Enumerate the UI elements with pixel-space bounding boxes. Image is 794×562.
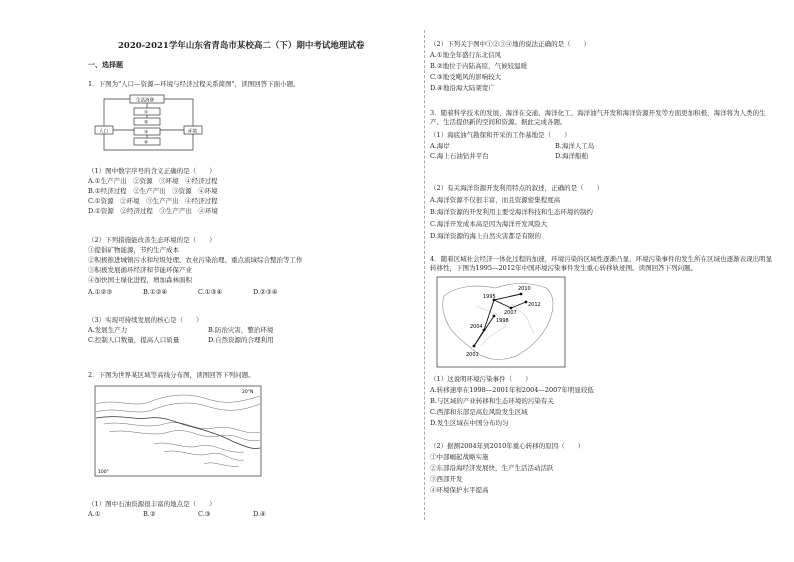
page-title: 2020-2021学年山东省青岛市某校高二（下）期中考试地理试卷 (118, 41, 365, 51)
q3-sub1-options (430, 142, 770, 162)
q3-sub1-option-a: A.海岸 (430, 142, 450, 150)
q4-sub1-option-a: A.转移速率在1998—2001年和2004—2007年明显较低 (430, 386, 594, 394)
q2-stem: 2．下图为世界某区域等高线分布图，读图回答下列问题。 (88, 371, 255, 379)
q1-sub2-stem: （2）下列措施能改善生态环境的是（ ） (88, 236, 216, 244)
q3-sub2-option-b: B.海洋资源的开发利用主要受海洋科技和生态环境的制约 (430, 208, 593, 216)
q2-sub2-option-a: A.①地全年盛行东北信风 (430, 51, 502, 59)
diagram-node-1: ① (144, 110, 149, 116)
year-1998: 1998 (496, 318, 509, 324)
q4-stem: 4．随着区域社会经济一体化过程的加速，环境污染的区域性逐渐凸显，环境污染事件的发生所在区域也逐渐表现出明显转移性，下图为1995—2012年中国环境污染事件发生重心转移轨迹图。读图回答下列问题。 (430, 255, 773, 272)
q1-stem: 1．下图为"人口—资源—环境与经济过程关系简图"，读图回答下面小题。 (88, 80, 300, 88)
diagram-right-label: 环境 (188, 129, 197, 135)
q1-sub2-option-c: C.①③④ (198, 288, 223, 296)
year-1995: 1995 (483, 294, 496, 300)
q2-sub1-stem: （1）图中石油资源很丰富的地点是（ ） (88, 500, 216, 508)
q1-sub3-option-c: C.控制人口数量，提高人口质量 (88, 336, 180, 344)
q4-trajectory-map (436, 276, 566, 368)
q3-sub2-option-a: A.海洋资源不仅很丰富，而且资源密集程度高 (430, 196, 561, 204)
q3-sub1-stem: （1）海底油气勘探和开采的工作基地是（ ） (430, 131, 571, 139)
q2-sub1-option-a: A.① (88, 510, 101, 518)
q2-sub2-stem: （2）下列关于图中①②③④地的说法正确的是（ ） (430, 40, 591, 48)
q1-sub3-option-b: B.防治灾害，整治环境 (208, 326, 274, 334)
year-2010: 2010 (518, 286, 531, 292)
q4-sub1-stem: （1）这说明环境污染事件（ ） (430, 375, 532, 383)
q1-sub2-item-2: ②积极推进城镇污水和垃圾处理、农业污染治理、重点流域综合整治等工作 (88, 256, 303, 264)
map-lat-label: 20°N (242, 390, 254, 395)
q1-sub1-option-c: C.①资源 ②环境 ③生产产出 ④经济过程 (88, 197, 218, 205)
q1-sub1-stem: （1）图中数字序号的含义正确的是（ ） (88, 167, 216, 175)
q4-sub2-item-2: ②东部沿海经济发展快，生产生活活动活跃 (430, 464, 554, 472)
q3-sub2-option-d: D.海洋资源的海上自然灾害都是有限的 (430, 232, 542, 240)
q4-sub1-option-b: B.与区域的产业转移和生态环境的污染有关 (430, 397, 554, 405)
q1-sub3-options (88, 326, 418, 346)
year-2004: 2004 (470, 324, 483, 330)
q2-sub2-option-d: D.④地沿海大陆架宽广 (430, 84, 495, 92)
q1-sub2-item-4: ④加快国土绿化进程，增加森林面积 (88, 276, 192, 284)
column-divider (424, 30, 425, 520)
year-2001: 2001 (466, 352, 479, 358)
q1-sub2-option-d: D.②③④ (253, 288, 278, 296)
q1-sub1-option-b: B.①经济过程 ②生产产出 ③资源 ④环境 (88, 187, 218, 195)
diagram-top-label: 生活消费 (136, 98, 154, 104)
q2-sub2-option-b: B.②地位于内陆高原，气候较温暖 (430, 62, 528, 70)
diagram-node-3: ③ (144, 130, 149, 136)
q4-sub1-option-c: C.西部和东部是高危风险发生区域 (430, 408, 528, 416)
diagram-node-4: ④ (144, 140, 149, 146)
q3-sub1-option-c: C.海上石油钻井平台 (430, 152, 489, 160)
diagram-left-label: 人口 (99, 129, 108, 135)
q1-sub1-option-a: A.①生产产出 ②资源 ③环境 ④经济过程 (88, 177, 218, 185)
q4-sub2-item-1: ①中部崛起战略实施 (430, 453, 489, 461)
q4-sub1-option-d: D.发生区域在中国分布均匀 (430, 419, 509, 427)
q1-sub2-option-b: B.①②④ (143, 288, 168, 296)
year-2012: 2012 (528, 302, 541, 308)
q1-sub2-option-a: A.①②③ (88, 288, 113, 296)
q2-sub1-option-c: C.③ (198, 510, 211, 518)
q1-sub3-option-a: A.发展生产力 (88, 326, 128, 334)
q1-sub3-stem: （3）实现可持续发展的核心是（ ） (88, 316, 203, 324)
section-heading: 一、选择题 (88, 60, 123, 69)
q3-sub1-option-b: B.海洋人工岛 (555, 142, 595, 150)
year-2007: 2007 (504, 310, 517, 316)
q3-sub2-stem: （2）有关海洋资源开发利用特点的叙述，正确的是（ ） (430, 184, 604, 192)
q2-sub1-option-b: B.② (143, 510, 156, 518)
q2-contour-map (94, 384, 264, 479)
diagram-node-2: ② (144, 120, 149, 126)
q1-sub1-option-d: D.①资源 ②经济过程 ③生产产出 ④环境 (88, 207, 218, 215)
q3-sub2-option-c: C.海洋开发成本高是因为海洋开发风险大 (430, 220, 548, 228)
q1-flow-diagram (94, 92, 204, 154)
q2-sub2-option-c: C.③地受飓风的影响较大 (430, 73, 502, 81)
q4-sub2-item-3: ③西部开发 (430, 475, 463, 483)
q4-sub2-item-4: ④环境保护水平提高 (430, 486, 489, 494)
q4-sub2-stem: （2）据测2004年到2010年重心转移的原因（ ） (430, 442, 585, 450)
q1-sub2-item-3: ③积极发展循环经济和节能环保产业 (88, 266, 192, 274)
q3-stem: 3．随着科学技术的发展，海洋在交通、海洋化工、海洋油气开发和海洋资源开发等方面更加积极，海洋将为人类的生产、生活提供新的空间和资源。据此完成各题。 (430, 109, 766, 126)
q2-sub1-option-d: D.④ (253, 510, 266, 518)
map-lon-label: 100° (98, 470, 109, 475)
q1-sub2-item-1: ①提倡矿物能源，节约生产成本 (88, 246, 179, 254)
q1-sub3-option-d: D.自然资源的合理利用 (208, 336, 274, 344)
q3-sub1-option-d: D.海洋船舶 (555, 152, 589, 160)
